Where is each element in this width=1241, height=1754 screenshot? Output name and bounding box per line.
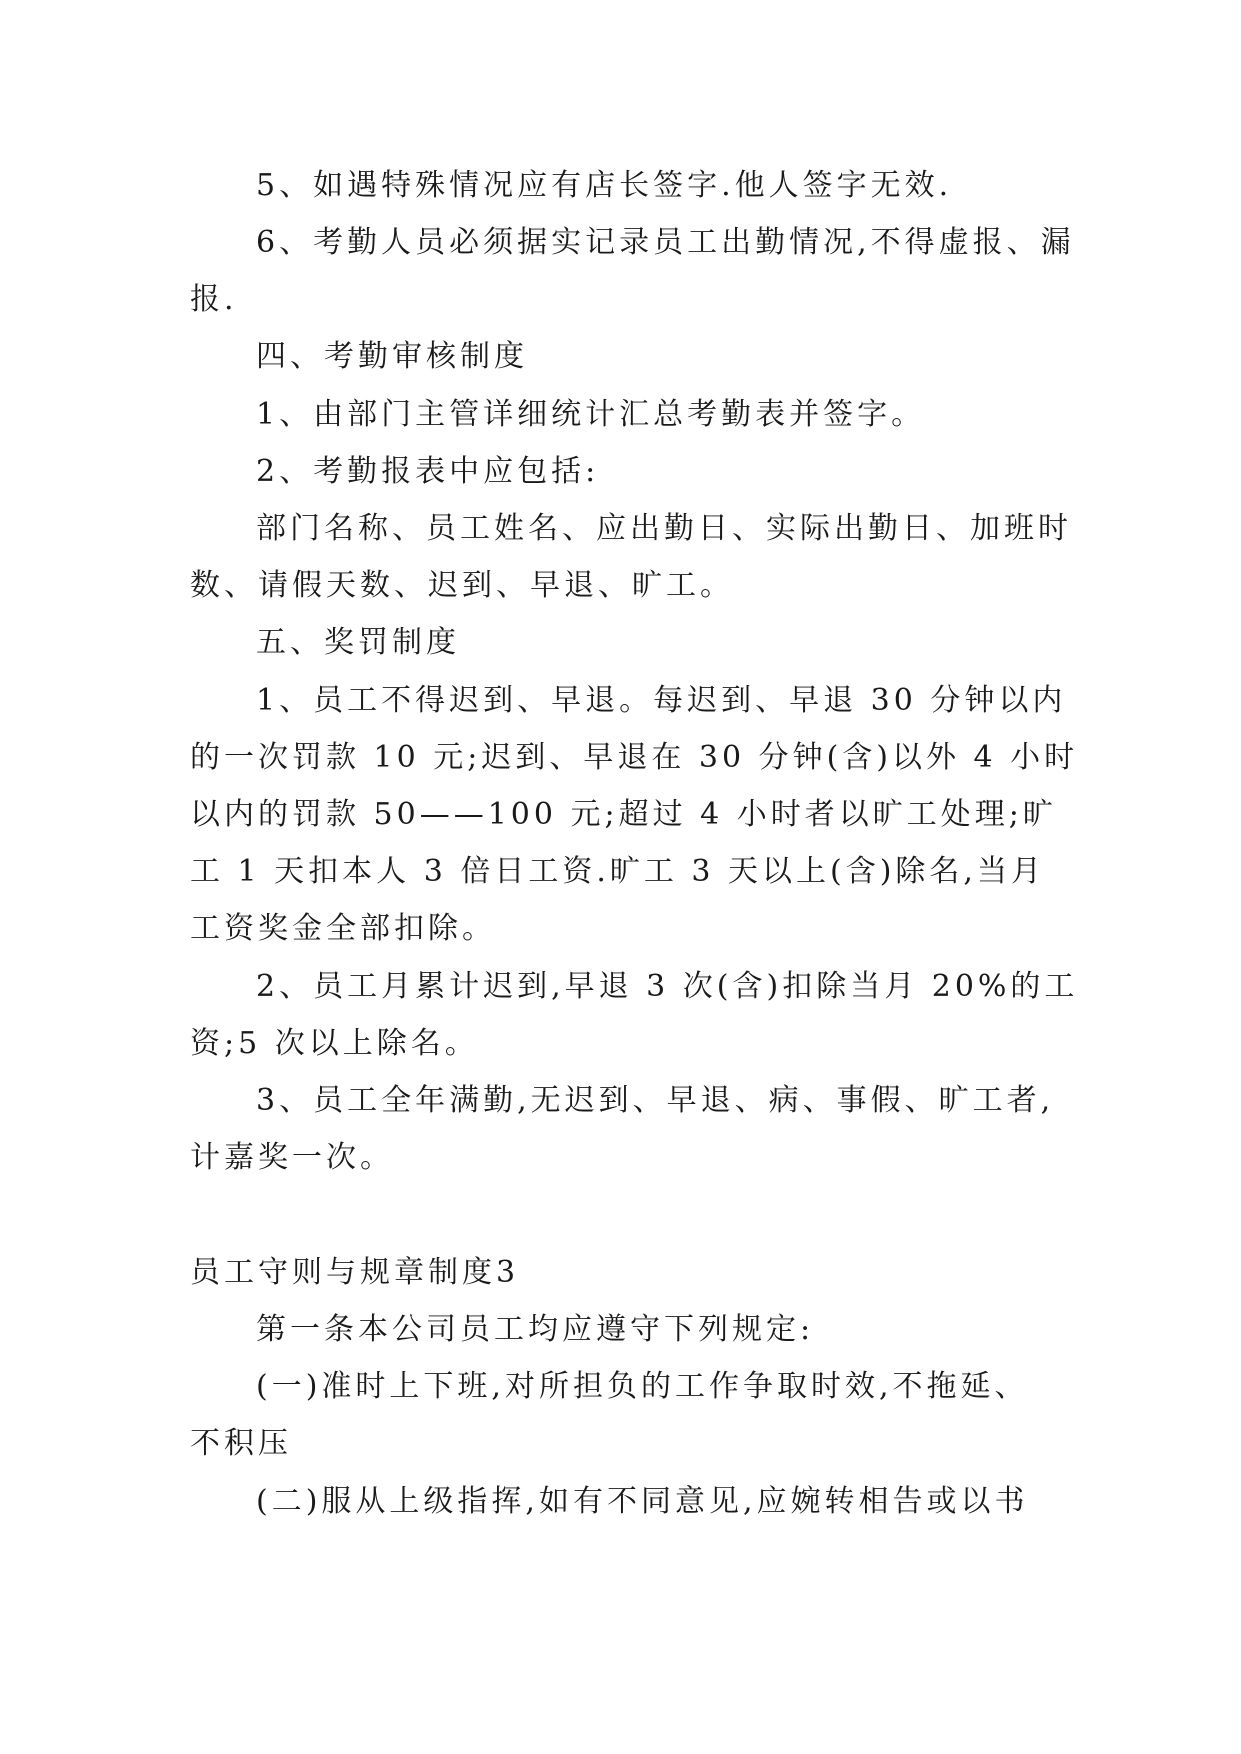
- text-line: 工资奖金全部扣除。: [190, 911, 496, 946]
- text-line: 2、员工月累计迟到,早退 3 次(含)扣除当月 20%的工: [256, 969, 1079, 1004]
- text-line: 不积压: [190, 1426, 292, 1461]
- text-line: 5、如遇特殊情况应有店长签字.他人签字无效.: [256, 168, 953, 203]
- document-title: 员工守则与规章制度3: [190, 1255, 520, 1290]
- text-line: 报.: [190, 282, 238, 317]
- text-line: 计嘉奖一次。: [190, 1140, 394, 1175]
- section-heading: 五、奖罚制度: [256, 625, 460, 660]
- text-line: 3、员工全年满勤,无迟到、早退、病、事假、旷工者,: [256, 1083, 1055, 1118]
- text-line: 资;5 次以上除名。: [190, 1026, 479, 1061]
- section-heading: 四、考勤审核制度: [256, 339, 528, 374]
- text-line: 数、请假天数、迟到、早退、旷工。: [190, 568, 734, 603]
- text-line: 1、员工不得迟到、早退。每迟到、早退 30 分钟以内: [256, 683, 1067, 718]
- text-line: 工 1 天扣本人 3 倍日工资.旷工 3 天以上(含)除名,当月: [190, 854, 1045, 889]
- text-line: 2、考勤报表中应包括:: [256, 454, 600, 489]
- text-line: 1、由部门主管详细统计汇总考勤表并签字。: [256, 397, 926, 432]
- text-line: (二)服从上级指挥,如有不同意见,应婉转相告或以书: [256, 1484, 1029, 1519]
- text-line: (一)准时上下班,对所担负的工作争取时效,不拖延、: [256, 1369, 1029, 1404]
- text-line: 第一条本公司员工均应遵守下列规定:: [256, 1312, 815, 1347]
- text-line: 以内的罚款 50——100 元;超过 4 小时者以旷工处理;旷: [190, 797, 1057, 832]
- text-line: 部门名称、员工姓名、应出勤日、实际出勤日、加班时: [256, 511, 1072, 546]
- text-line: 的一次罚款 10 元;迟到、早退在 30 分钟(含)以外 4 小时: [190, 740, 1079, 775]
- text-line: 6、考勤人员必须据实记录员工出勤情况,不得虚报、漏: [256, 225, 1075, 260]
